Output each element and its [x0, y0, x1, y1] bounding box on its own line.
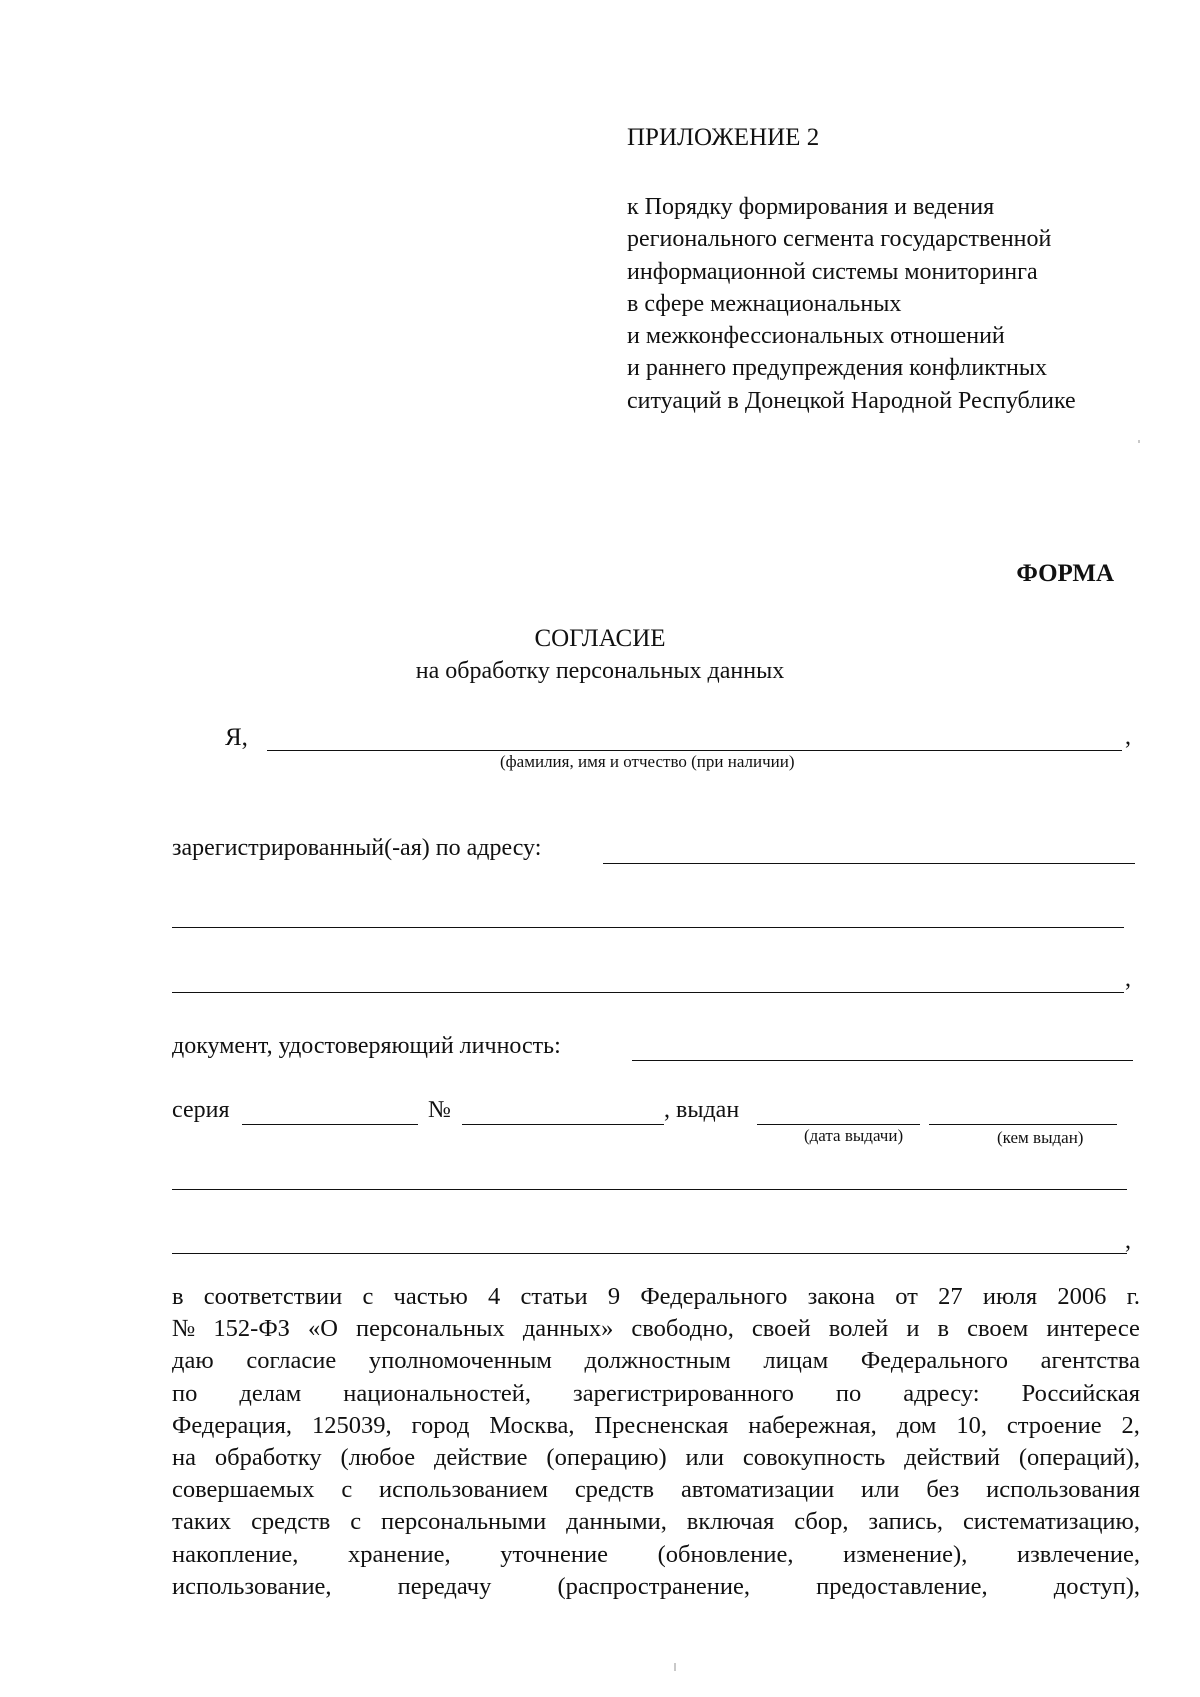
body-word: даю: [172, 1347, 214, 1375]
body-word: по: [835, 1379, 862, 1407]
body-word: Москва,: [489, 1411, 575, 1439]
body-word: дом: [896, 1411, 937, 1439]
body-word: средств: [574, 1476, 655, 1504]
body-word: включая: [686, 1508, 775, 1536]
body-word: закона: [807, 1283, 876, 1310]
body-word: с: [362, 1283, 374, 1310]
body-word: согласие: [246, 1347, 337, 1375]
body-word: извлечение,: [1017, 1540, 1140, 1568]
number-label: №: [428, 1097, 451, 1123]
body-word: город: [411, 1411, 470, 1439]
body-word: 4: [488, 1283, 501, 1310]
fio-caption: (фамилия, имя и отчество (при наличии): [500, 752, 795, 771]
body-word: 27: [938, 1283, 963, 1310]
issued-label: , выдан: [664, 1097, 740, 1123]
body-word: использования: [986, 1476, 1140, 1504]
body-word: строение: [1006, 1411, 1102, 1439]
body-word: волей: [828, 1315, 889, 1343]
body-line: [172, 1539, 1140, 1571]
body-word: свободно,: [631, 1315, 734, 1343]
body-word: автоматизации: [680, 1476, 835, 1504]
issue-date-caption: (дата выдачи): [804, 1126, 904, 1145]
body-word: персональных: [355, 1315, 505, 1343]
body-word: соответствии: [203, 1283, 343, 1310]
body-word: адресу:: [903, 1379, 980, 1407]
body-word: агентства: [1040, 1347, 1140, 1375]
body-word: таких: [172, 1508, 232, 1536]
appendix-line: и межконфессиональных отношений: [627, 323, 1005, 350]
body-word: №: [172, 1315, 196, 1343]
body-word: или: [861, 1476, 900, 1504]
number-field-line[interactable]: [462, 1124, 664, 1125]
body-word: зарегистрированного: [573, 1379, 794, 1407]
body-word: Федерального: [860, 1347, 1008, 1375]
body-line: [172, 1474, 1140, 1506]
body-line: [172, 1410, 1140, 1442]
body-word: (распространение,: [557, 1572, 751, 1600]
issued-extra-line-1[interactable]: [172, 1189, 1127, 1190]
consent-body-text: [172, 1281, 1140, 1603]
body-word: (операцию): [546, 1444, 667, 1472]
body-word: передачу: [397, 1572, 492, 1600]
series-label: серия: [172, 1097, 230, 1123]
address-comma: ,: [1125, 966, 1131, 992]
body-line: [172, 1281, 1140, 1313]
body-word: по: [172, 1379, 198, 1407]
issued-by-field-line[interactable]: [929, 1124, 1117, 1125]
body-word: Пресненская: [594, 1411, 729, 1439]
body-word: Российская: [1021, 1379, 1140, 1407]
body-word: доступ),: [1053, 1572, 1140, 1600]
body-word: уполномоченным: [368, 1347, 552, 1375]
body-word: хранение,: [348, 1540, 451, 1568]
body-word: средств: [251, 1508, 331, 1536]
body-word: предоставление,: [816, 1572, 988, 1600]
body-word: набережная,: [748, 1411, 877, 1439]
body-word: персональными: [381, 1508, 547, 1536]
body-word: систематизацию,: [962, 1508, 1140, 1536]
body-word: с: [350, 1508, 362, 1536]
body-word: должностным: [584, 1347, 731, 1375]
document-label: документ, удостоверяющий личность:: [172, 1033, 561, 1059]
body-word: национальностей,: [343, 1379, 532, 1407]
i-label: Я,: [225, 724, 248, 751]
appendix-line: ситуаций в Донецкой Народной Республике: [627, 387, 1076, 414]
body-word: 125039,: [311, 1411, 392, 1439]
body-word: 9: [607, 1283, 621, 1310]
issued-by-caption: (кем выдан): [997, 1128, 1084, 1147]
body-word: (операций),: [1018, 1444, 1140, 1472]
body-word: с: [341, 1476, 353, 1504]
body-line: [172, 1378, 1140, 1410]
body-word: уточнение: [500, 1540, 608, 1568]
document-field-line[interactable]: [632, 1060, 1133, 1061]
appendix-description: [627, 191, 1076, 417]
address-field-line-2[interactable]: [172, 927, 1124, 928]
appendix-title: ПРИЛОЖЕНИЕ 2: [627, 124, 820, 151]
body-word: 152-ФЗ: [213, 1315, 290, 1343]
body-word: 2006: [1057, 1283, 1107, 1310]
form-label: ФОРМА: [1016, 560, 1114, 587]
consent-subtitle: на обработку персональных данных: [415, 658, 785, 684]
body-word: делам: [239, 1379, 302, 1407]
appendix-line: в сфере межнациональных: [627, 290, 902, 317]
body-word: действие: [433, 1444, 528, 1472]
address-field-line-1[interactable]: [603, 863, 1135, 864]
fio-comma: ,: [1125, 724, 1131, 750]
body-word: «О: [308, 1315, 338, 1343]
body-word: своей: [751, 1315, 811, 1343]
body-word: лицам: [763, 1347, 829, 1375]
body-word: на: [172, 1444, 196, 1472]
scan-speck: [674, 1663, 676, 1671]
body-word: частью: [393, 1283, 468, 1310]
body-word: статьи: [520, 1283, 588, 1310]
body-word: запись,: [868, 1508, 944, 1536]
body-word: интересе: [1046, 1315, 1140, 1343]
body-word: накопление,: [172, 1540, 299, 1568]
scan-speck: [1138, 440, 1140, 443]
body-word: в: [172, 1283, 184, 1310]
body-word: июля: [982, 1283, 1038, 1310]
body-word: Федерация,: [172, 1411, 292, 1439]
issued-extra-line-2[interactable]: [172, 1253, 1127, 1254]
body-line: [172, 1571, 1140, 1603]
body-word: использование,: [172, 1572, 332, 1600]
body-word: 10,: [956, 1411, 987, 1439]
body-word: совокупность: [742, 1444, 886, 1472]
body-line: [172, 1442, 1140, 1474]
body-line: [172, 1345, 1140, 1377]
body-word: действий: [904, 1444, 1000, 1472]
body-word: и: [906, 1315, 920, 1343]
body-word: совершаемых: [172, 1476, 315, 1504]
address-field-line-3[interactable]: [172, 992, 1124, 993]
consent-title: СОГЛАСИЕ: [534, 625, 666, 652]
body-word: Федерального: [640, 1283, 788, 1310]
body-word: сбор,: [794, 1508, 849, 1536]
body-line: [172, 1313, 1140, 1345]
address-label: зарегистрированный(-ая) по адресу:: [172, 835, 542, 861]
body-word: обработку: [214, 1444, 322, 1472]
appendix-line: и раннего предупреждения конфликтных: [627, 355, 1047, 382]
fio-field-line[interactable]: [267, 750, 1122, 751]
body-word: или: [685, 1444, 724, 1472]
appendix-line: информационной системы мониторинга: [627, 258, 1038, 285]
body-word: данными,: [566, 1508, 667, 1536]
body-word: без: [926, 1476, 960, 1504]
body-word: (любое: [340, 1444, 416, 1472]
body-word: г.: [1126, 1283, 1140, 1310]
body-word: изменение),: [843, 1540, 968, 1568]
body-word: (обновление,: [657, 1540, 794, 1568]
body-line: [172, 1506, 1140, 1538]
body-word: от: [895, 1283, 918, 1310]
appendix-line: регионального сегмента государственной: [627, 226, 1052, 253]
issued-comma: ,: [1125, 1228, 1131, 1254]
body-word: 2,: [1121, 1411, 1140, 1439]
series-field-line[interactable]: [242, 1124, 418, 1125]
body-word: данных»: [522, 1315, 614, 1343]
appendix-line: к Порядку формирования и ведения: [627, 194, 995, 220]
body-word: своем: [967, 1315, 1029, 1343]
issue-date-field-line[interactable]: [757, 1124, 920, 1125]
body-word: в: [937, 1315, 950, 1343]
body-word: использованием: [379, 1476, 548, 1504]
